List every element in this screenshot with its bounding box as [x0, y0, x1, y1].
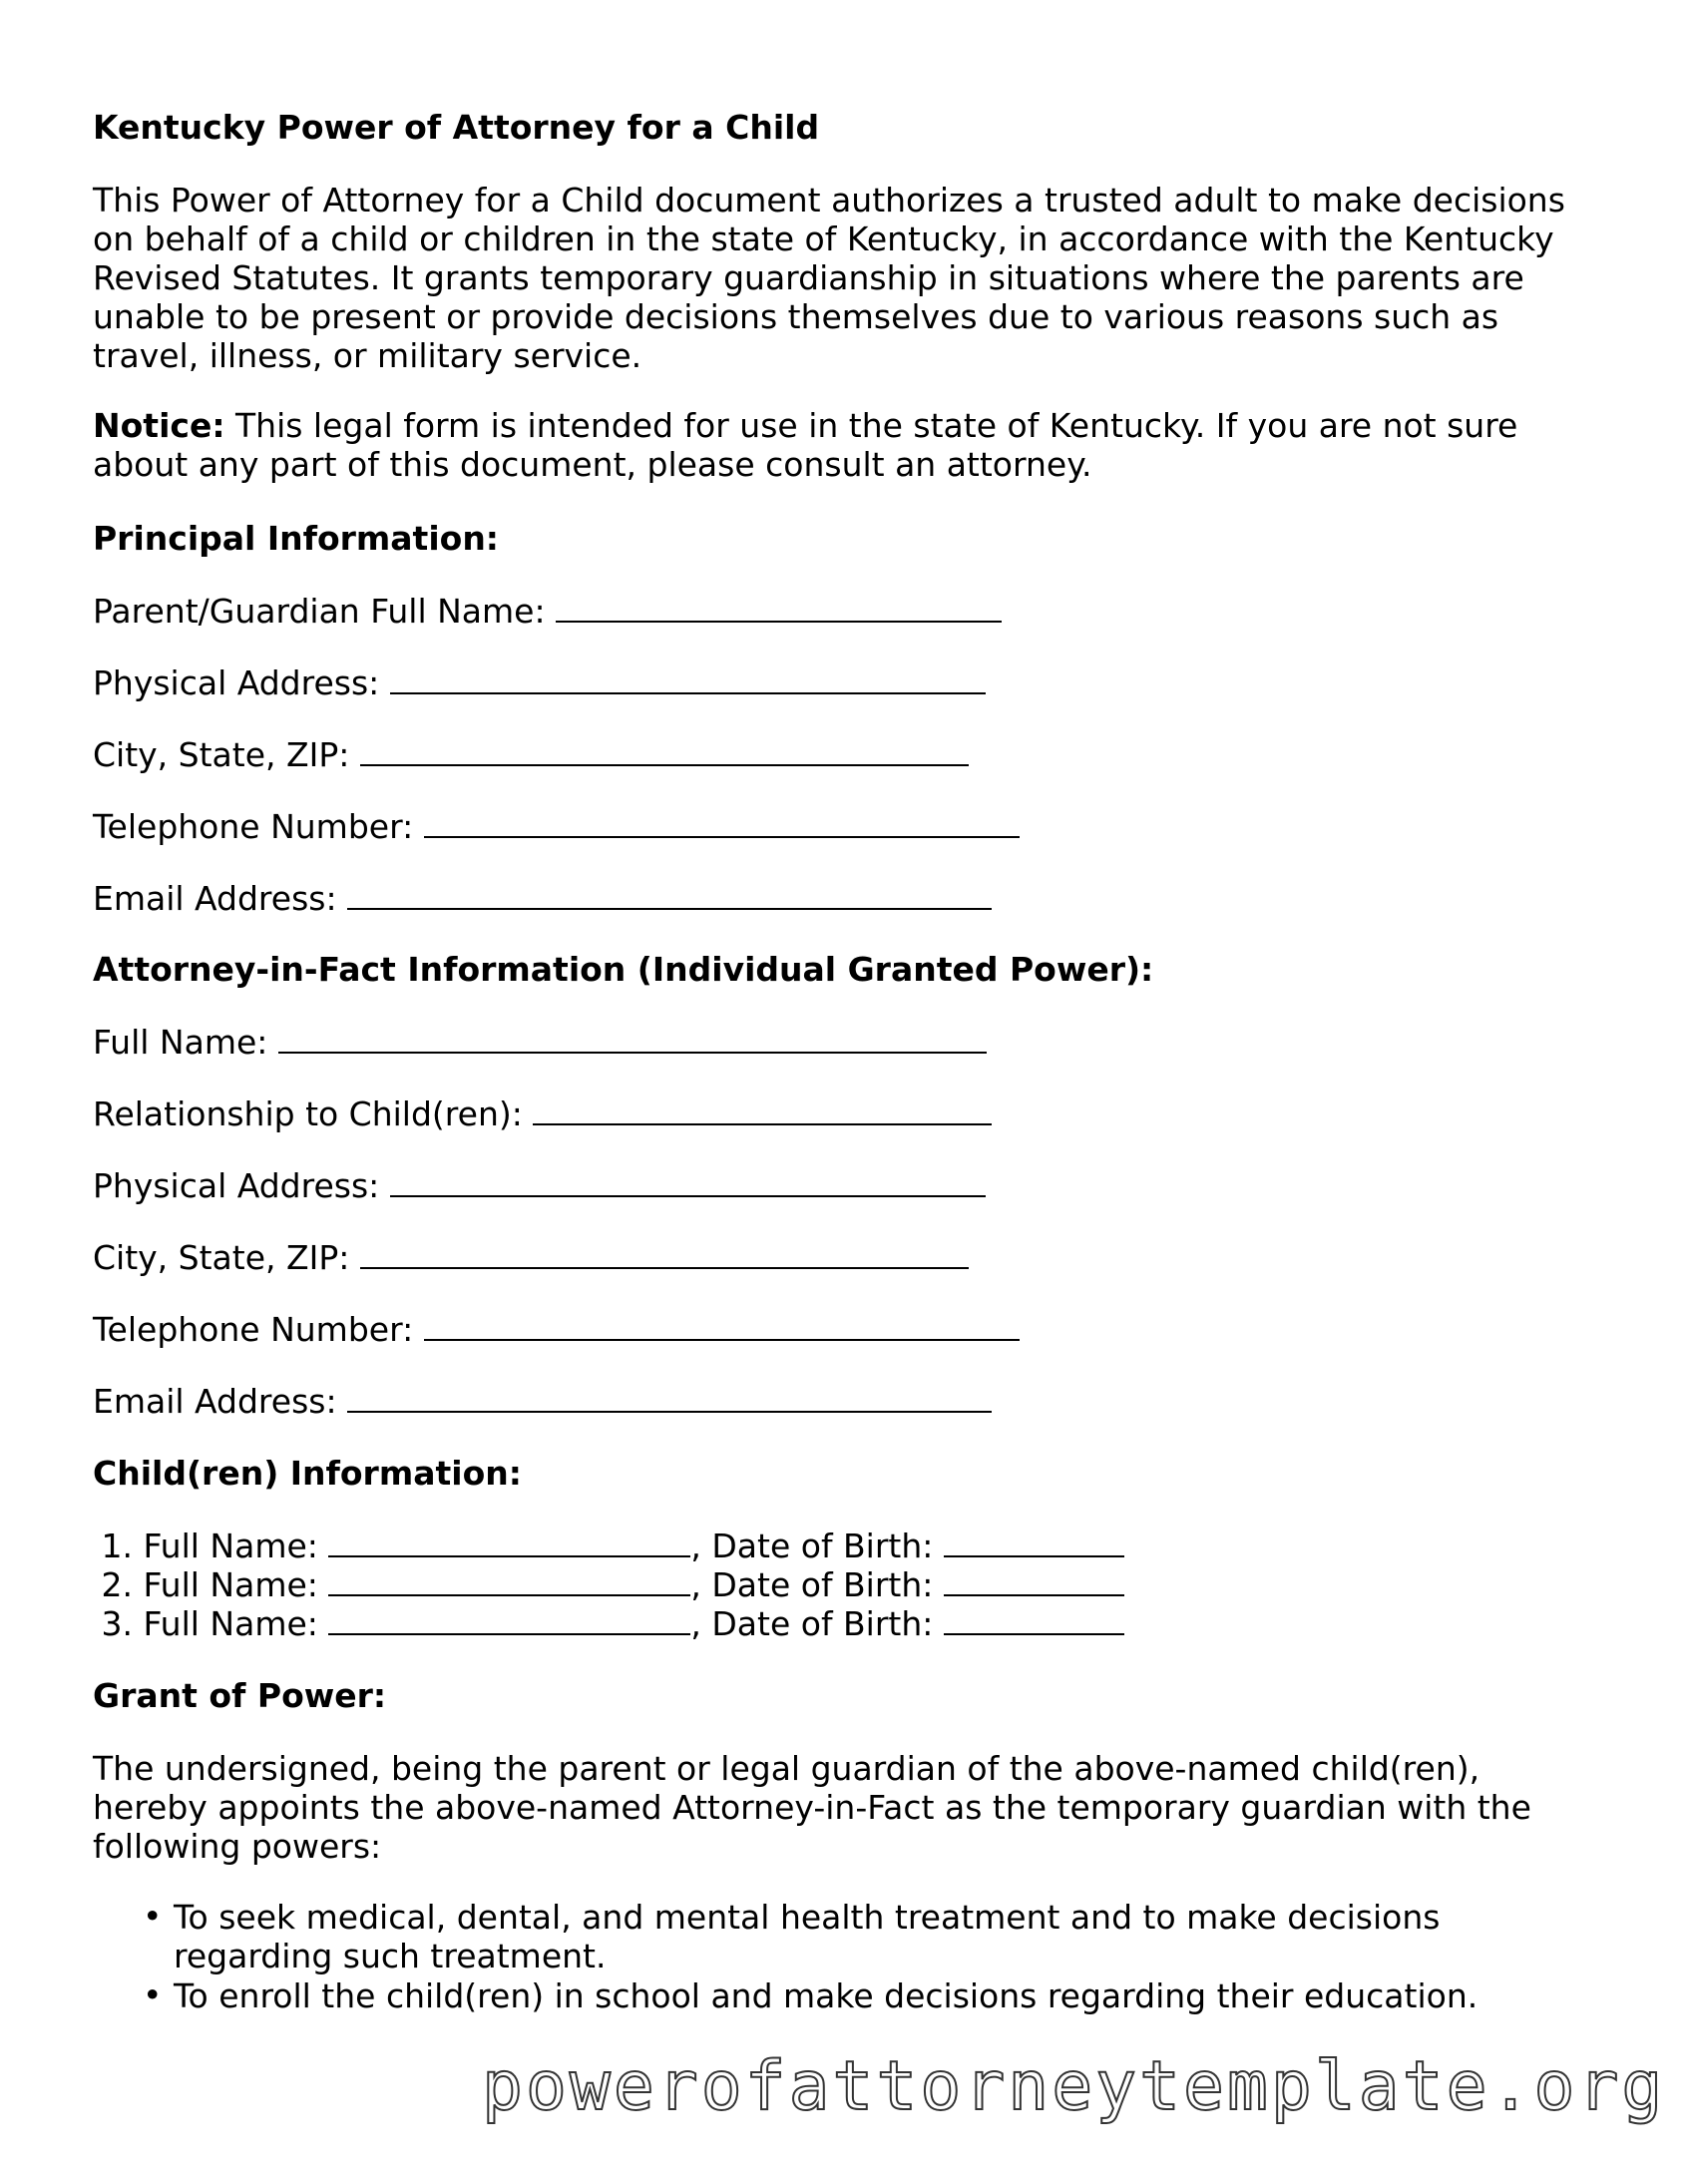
intro-line: unable to be present or provide decisions themselves due to various reasons such as — [93, 297, 1499, 336]
attorney-full-name-field — [93, 1022, 987, 1063]
child-dob-blank[interactable] — [944, 1603, 1124, 1635]
field-label: Telephone Number: — [93, 807, 414, 846]
notice-label: Notice: — [93, 406, 225, 445]
field-label: City, State, ZIP: — [93, 1238, 350, 1277]
child-name-blank[interactable] — [328, 1603, 690, 1635]
grant-line: following powers: — [93, 1827, 382, 1866]
child-name-blank[interactable] — [328, 1564, 690, 1596]
notice-paragraph — [93, 406, 1589, 484]
child-number: 1. — [101, 1527, 133, 1565]
field-label: Parent/Guardian Full Name: — [93, 592, 546, 631]
intro-line: This Power of Attorney for a Child document authorizes a trusted adult to make decisions — [93, 181, 1565, 219]
child-name-label: Full Name: — [143, 1527, 318, 1565]
bullet-line: regarding such treatment. — [174, 1937, 607, 1975]
child-number: 2. — [101, 1565, 133, 1604]
principal-full-name-field — [93, 591, 1002, 632]
child-number: 3. — [101, 1604, 133, 1643]
intro-line: travel, illness, or military service. — [93, 336, 642, 375]
child-name-label: Full Name: — [143, 1565, 318, 1604]
child-dob-label: , Date of Birth: — [690, 1565, 934, 1604]
intro-line: on behalf of a child or children in the state of Kentucky, in accordance with the Kentucky — [93, 219, 1554, 258]
principal-heading: Principal Information: — [93, 519, 500, 558]
principal-full-name-blank[interactable] — [556, 591, 1002, 623]
child-row — [93, 1603, 1124, 1644]
field-label: Physical Address: — [93, 1166, 380, 1205]
child-name-label: Full Name: — [143, 1604, 318, 1643]
child-row — [93, 1526, 1124, 1566]
field-label: Email Address: — [93, 879, 337, 918]
child-dob-label: , Date of Birth: — [690, 1604, 934, 1643]
site-watermark: powerofattorneytemplate.org — [482, 2047, 1666, 2126]
field-label: Relationship to Child(ren): — [93, 1094, 523, 1133]
attorney-city-blank[interactable] — [360, 1237, 969, 1269]
principal-city-blank[interactable] — [360, 734, 969, 766]
list-item — [174, 1898, 1440, 1975]
attorney-email-field — [93, 1381, 992, 1422]
field-label: Full Name: — [93, 1023, 268, 1062]
attorney-address-blank[interactable] — [390, 1165, 986, 1197]
principal-phone-field — [93, 806, 1020, 847]
bullet-line: To enroll the child(ren) in school and make decisions regarding their education. — [174, 1976, 1478, 2015]
child-dob-label: , Date of Birth: — [690, 1527, 934, 1565]
grant-paragraph — [93, 1749, 1589, 1866]
child-name-blank[interactable] — [328, 1526, 690, 1557]
list-item — [174, 1976, 1477, 2015]
document-title: Kentucky Power of Attorney for a Child — [93, 108, 820, 147]
child-dob-blank[interactable] — [944, 1564, 1124, 1596]
attorney-phone-blank[interactable] — [424, 1309, 1020, 1341]
bullet-line: To seek medical, dental, and mental health treatment and to make decisions — [174, 1898, 1441, 1937]
attorney-address-field — [93, 1165, 986, 1206]
children-heading: Child(ren) Information: — [93, 1454, 522, 1493]
principal-phone-blank[interactable] — [424, 806, 1020, 838]
field-label: Email Address: — [93, 1382, 337, 1421]
bullet-icon: • — [143, 1897, 163, 1936]
intro-line: Revised Statutes. It grants temporary guardianship in situations where the parents are — [93, 258, 1524, 297]
attorney-heading: Attorney-in-Fact Information (Individual Granted Power): — [93, 950, 1154, 989]
notice-text: This legal form is intended for use in the state of Kentucky. If you are not sure — [224, 406, 1518, 445]
attorney-full-name-blank[interactable] — [278, 1022, 987, 1054]
intro-paragraph — [93, 181, 1589, 375]
notice-text: about any part of this document, please consult an attorney. — [93, 445, 1092, 484]
grant-heading: Grant of Power: — [93, 1676, 387, 1715]
attorney-relationship-field — [93, 1093, 992, 1134]
attorney-city-field — [93, 1237, 969, 1278]
principal-email-blank[interactable] — [347, 878, 992, 910]
attorney-email-blank[interactable] — [347, 1381, 992, 1413]
grant-line: The undersigned, being the parent or legal guardian of the above-named child(ren), — [93, 1749, 1480, 1788]
attorney-relationship-blank[interactable] — [533, 1093, 992, 1125]
principal-address-blank[interactable] — [390, 662, 986, 694]
attorney-phone-field — [93, 1309, 1020, 1350]
principal-email-field — [93, 878, 992, 919]
principal-address-field — [93, 662, 986, 703]
child-row — [93, 1564, 1124, 1605]
child-dob-blank[interactable] — [944, 1526, 1124, 1557]
field-label: Physical Address: — [93, 663, 380, 702]
principal-city-field — [93, 734, 969, 775]
bullet-icon: • — [143, 1975, 163, 2014]
field-label: City, State, ZIP: — [93, 735, 350, 774]
grant-line: hereby appoints the above-named Attorney-in-Fact as the temporary guardian with the — [93, 1788, 1531, 1827]
field-label: Telephone Number: — [93, 1310, 414, 1349]
